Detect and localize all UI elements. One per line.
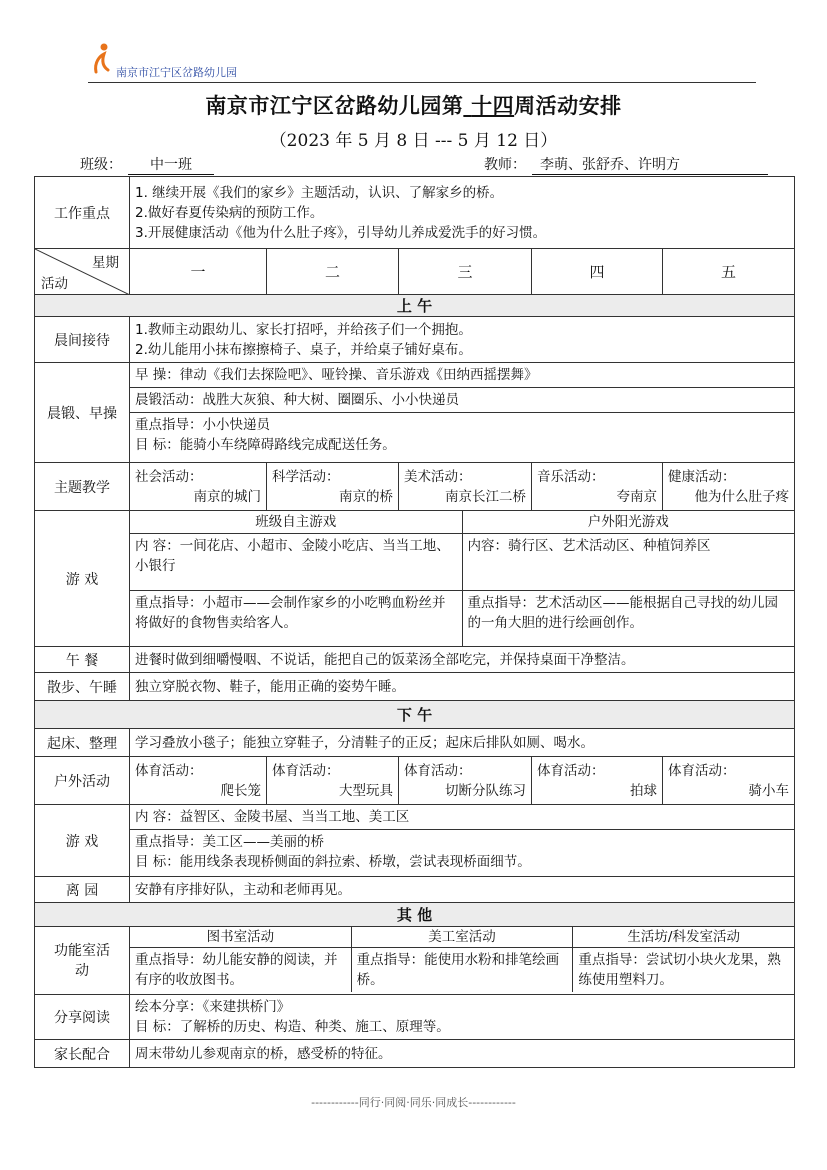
reception-row <box>35 317 795 363</box>
outdoor-games-col <box>462 511 795 646</box>
pm-games-focus-item: 重点指导：美工区——美丽的桥 <box>135 834 324 850</box>
outdoor-games-focus: 重点指导：艺术活动区——能根据自己寻找的幼儿园的一角大胆的进行绘画创作。 <box>467 594 779 631</box>
class-value: 中一班 <box>128 154 214 175</box>
theme-tuesday: 科学活动： 南京的桥 <box>267 463 399 511</box>
date-range: （2023 年 5 月 8 日 --- 5 月 12 日） <box>269 131 558 151</box>
theme-wednesday: 美术活动： 南京长江二桥 <box>399 463 532 511</box>
page-title <box>0 90 827 120</box>
day-friday: 五 <box>663 249 795 295</box>
art-room-text: 重点指导：能使用水粉和排笔绘画桥。 <box>356 952 560 988</box>
outdoor-thursday: 体育活动： 拍球 <box>532 757 663 805</box>
wakeup-row <box>35 729 795 757</box>
parents-label: 家长配合 <box>35 1040 130 1068</box>
reading-book: 绘本分享：《来建拱桥门》 <box>135 999 291 1015</box>
week-header-row <box>35 249 795 295</box>
theme-label: 主题教学 <box>35 463 130 511</box>
teacher-value: 李萌、张舒乔、许明方 <box>532 154 768 175</box>
week-corner-cell <box>35 249 130 295</box>
reception-item: 2.幼儿能用小抹布擦擦椅子、桌子，并给桌子铺好桌布。 <box>135 341 472 358</box>
outdoor-label: 户外活动 <box>35 757 130 805</box>
theme-row <box>35 463 795 511</box>
life-room-col <box>572 927 794 992</box>
outdoor-tuesday: 体育活动： 大型玩具 <box>267 757 399 805</box>
outdoor-monday: 体育活动： 爬长笼 <box>130 757 267 805</box>
class-games-title: 班级自主游戏 <box>130 511 462 534</box>
class-label: 班级： <box>80 157 122 173</box>
leave-label: 离 园 <box>35 877 130 903</box>
day-tuesday: 二 <box>267 249 399 295</box>
leave-text: 安静有序排好队，主动和老师再见。 <box>130 877 795 903</box>
outdoor-friday: 体育活动： 骑小车 <box>663 757 795 805</box>
work-focus-label: 工作重点 <box>35 177 130 249</box>
work-focus-item: 2.做好春夏传染病的预防工作。 <box>135 204 324 221</box>
outdoor-row <box>35 757 795 805</box>
reading-row <box>35 995 795 1040</box>
class-games-col <box>130 511 462 646</box>
reception-item: 1.教师主动跟幼儿、家长打招呼，并给孩子们一个拥抱。 <box>135 321 472 338</box>
day-wednesday: 三 <box>399 249 532 295</box>
work-focus-row <box>35 177 795 249</box>
corner-weekday-label: 星期 <box>92 255 119 271</box>
games-label: 游 戏 <box>35 511 130 647</box>
games-row <box>35 511 795 647</box>
theme-friday: 健康活动： 他为什么肚子疼 <box>663 463 795 511</box>
lunch-row <box>35 647 795 673</box>
wakeup-text: 学习叠放小毯子；能独立穿鞋子，分清鞋子的正反；起床后排队如厕、喝水。 <box>130 729 795 757</box>
exercise-focus-item: 重点指导：小小快递员 <box>135 417 270 433</box>
schedule-table <box>34 176 795 1068</box>
title-prefix: 南京市江宁区岔路幼儿园第 <box>205 93 464 118</box>
pm-games-focus <box>130 830 794 874</box>
section-other: 其 他 <box>35 903 795 927</box>
work-focus-content <box>130 177 795 249</box>
header-rule <box>88 82 756 83</box>
nap-row <box>35 673 795 701</box>
exercise-row <box>35 363 795 463</box>
day-monday: 一 <box>130 249 267 295</box>
reading-goal: 目 标：了解桥的历史、构造、种类、施工、原理等。 <box>135 1019 450 1035</box>
theme-monday: 社会活动： 南京的城门 <box>130 463 267 511</box>
section-afternoon: 下 午 <box>35 701 795 729</box>
header-school-name: 南京市江宁区岔路幼儿园 <box>116 66 237 79</box>
reception-label: 晨间接待 <box>35 317 130 363</box>
work-focus-item: 3.开展健康活动《他为什么肚子疼》，引导幼儿养成爱洗手的好习惯。 <box>135 224 547 241</box>
corner-activity-label: 活动 <box>41 276 68 292</box>
section-morning: 上 午 <box>35 295 795 317</box>
life-room-text: 重点指导：尝试切小块火龙果，熟练使用塑料刀。 <box>578 952 781 988</box>
class-info <box>80 154 214 175</box>
reading-label: 分享阅读 <box>35 995 130 1040</box>
function-room-row <box>35 927 795 995</box>
lunch-label: 午 餐 <box>35 647 130 673</box>
morning-workout: 晨锻活动：战胜大灰狼、种大树、圈圈乐、小小快递员 <box>130 388 794 413</box>
pm-games-content: 内 容：益智区、金陵书屋、当当工地、美工区 <box>130 805 794 830</box>
library-text: 重点指导：幼儿能安静的阅读，并有序的收放图书。 <box>135 952 338 988</box>
school-logo-icon <box>92 42 116 76</box>
leave-row <box>35 877 795 903</box>
work-focus-item: 1. 继续开展《我们的家乡》主题活动，认识、了解家乡的桥。 <box>135 184 504 201</box>
day-thursday: 四 <box>532 249 663 295</box>
nap-text: 独立穿脱衣物、鞋子，能用正确的姿势午睡。 <box>130 673 795 701</box>
art-room-col <box>351 927 573 992</box>
wakeup-label: 起床、整理 <box>35 729 130 757</box>
pm-games-label: 游 戏 <box>35 805 130 877</box>
pm-games-row <box>35 805 795 877</box>
exercise-focus <box>130 413 794 457</box>
parents-row <box>35 1040 795 1068</box>
footer-slogan: ------------同行·同阅·同乐·同成长------------ <box>311 1096 516 1109</box>
nap-label: 散步、午睡 <box>35 673 130 701</box>
theme-thursday: 音乐活动： 夸南京 <box>532 463 663 511</box>
teacher-label: 教师： <box>484 157 526 173</box>
parents-text: 周末带幼儿参观南京的桥，感受桥的特征。 <box>130 1040 795 1068</box>
art-room-title: 美工室活动 <box>352 927 573 948</box>
morning-exercise: 早 操：律动《我们去探险吧》、哑铃操、音乐游戏《田纳西摇摆舞》 <box>130 363 794 388</box>
pm-games-goal: 目 标：能用线条表现桥侧面的斜拉索、桥墩，尝试表现桥面细节。 <box>135 854 531 870</box>
class-games-content: 内 容：一间花店、小超市、金陵小吃店、当当工地、小银行 <box>130 534 462 591</box>
title-week: 十四 <box>471 93 515 118</box>
exercise-goal: 目 标：能骑小车绕障碍路线完成配送任务。 <box>135 437 396 453</box>
library-title: 图书室活动 <box>130 927 351 948</box>
library-col <box>130 927 351 992</box>
outdoor-games-title: 户外阳光游戏 <box>463 511 795 534</box>
lunch-text: 进餐时做到细嚼慢咽、不说话，能把自己的饭菜汤全部吃完，并保持桌面干净整洁。 <box>130 647 795 673</box>
title-suffix: 周活动安排 <box>514 93 622 118</box>
class-games-focus: 重点指导：小超市——会制作家乡的小吃鸭血粉丝并将做好的食物售卖给客人。 <box>135 594 446 631</box>
outdoor-wednesday: 体育活动： 切断分队练习 <box>399 757 532 805</box>
function-room-label: 功能室活动 <box>35 927 130 995</box>
exercise-label: 晨锻、早操 <box>35 363 130 463</box>
outdoor-games-content: 内容：骑行区、艺术活动区、种植饲养区 <box>463 534 795 591</box>
life-room-title: 生活坊/科发室活动 <box>573 927 794 948</box>
teacher-info <box>484 154 768 175</box>
